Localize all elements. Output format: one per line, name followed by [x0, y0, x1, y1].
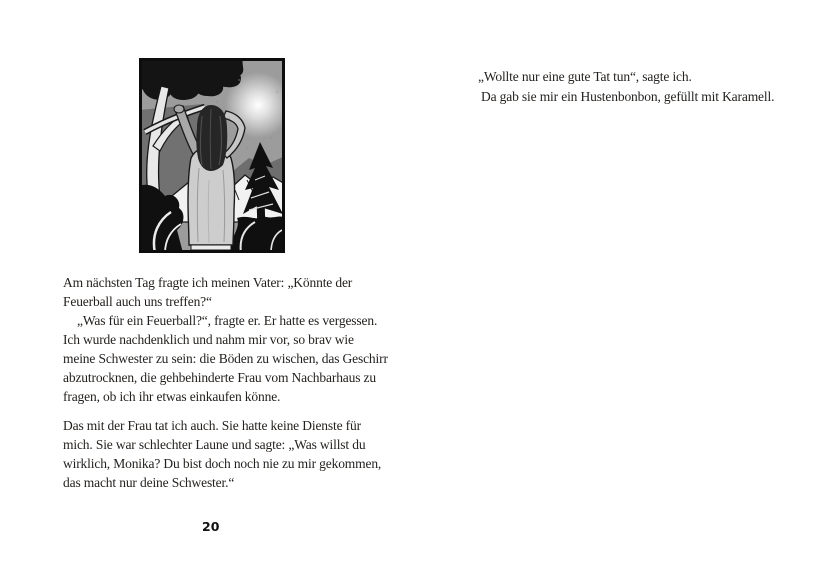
text-line: Da gab sie mir ein Hustenbonbon, gefüllt mit Karamell.	[481, 89, 775, 104]
text-line: fragen, ob ich ihr etwas einkaufen könne.	[63, 389, 281, 404]
illustration-girl-watching-fireball	[139, 58, 285, 253]
text-line: wirklich, Monika? Du bist doch noch nie zu mir gekommen,	[63, 456, 382, 471]
girl-hair	[196, 105, 227, 171]
text-line: „Was für ein Feuerball?“, fragte er. Er hatte es vergessen.	[77, 313, 378, 328]
text-line: abzutrocknen, die gehbehinderte Frau vom Nachbarhaus zu	[63, 370, 377, 385]
right-page-text	[478, 67, 774, 107]
text-line: „Wollte nur eine gute Tat tun“, sagte ich.	[478, 69, 692, 84]
page-number: 20	[202, 519, 220, 534]
girl-waistband	[191, 245, 231, 250]
text-line: meine Schwester zu sein: die Böden zu wischen, das Geschirr	[63, 351, 388, 366]
text-line: Das mit der Frau tat ich auch. Sie hatte keine Dienste für	[63, 418, 361, 433]
girl-left-hand	[174, 105, 184, 113]
text-line: mich. Sie war schlechter Laune und sagte: „Was willst du	[63, 437, 366, 452]
left-page-paragraph-2	[63, 416, 381, 492]
text-line: Am nächsten Tag fragte ich meinen Vater: „Könnte der	[63, 275, 353, 290]
text-line: Feuerball auch uns treffen?“	[63, 294, 212, 309]
text-line: das macht nur deine Schwester.“	[63, 475, 235, 490]
left-page-paragraph-1	[63, 273, 388, 406]
text-line: Ich wurde nachdenklich und nahm mir vor, so brav wie	[63, 332, 354, 347]
